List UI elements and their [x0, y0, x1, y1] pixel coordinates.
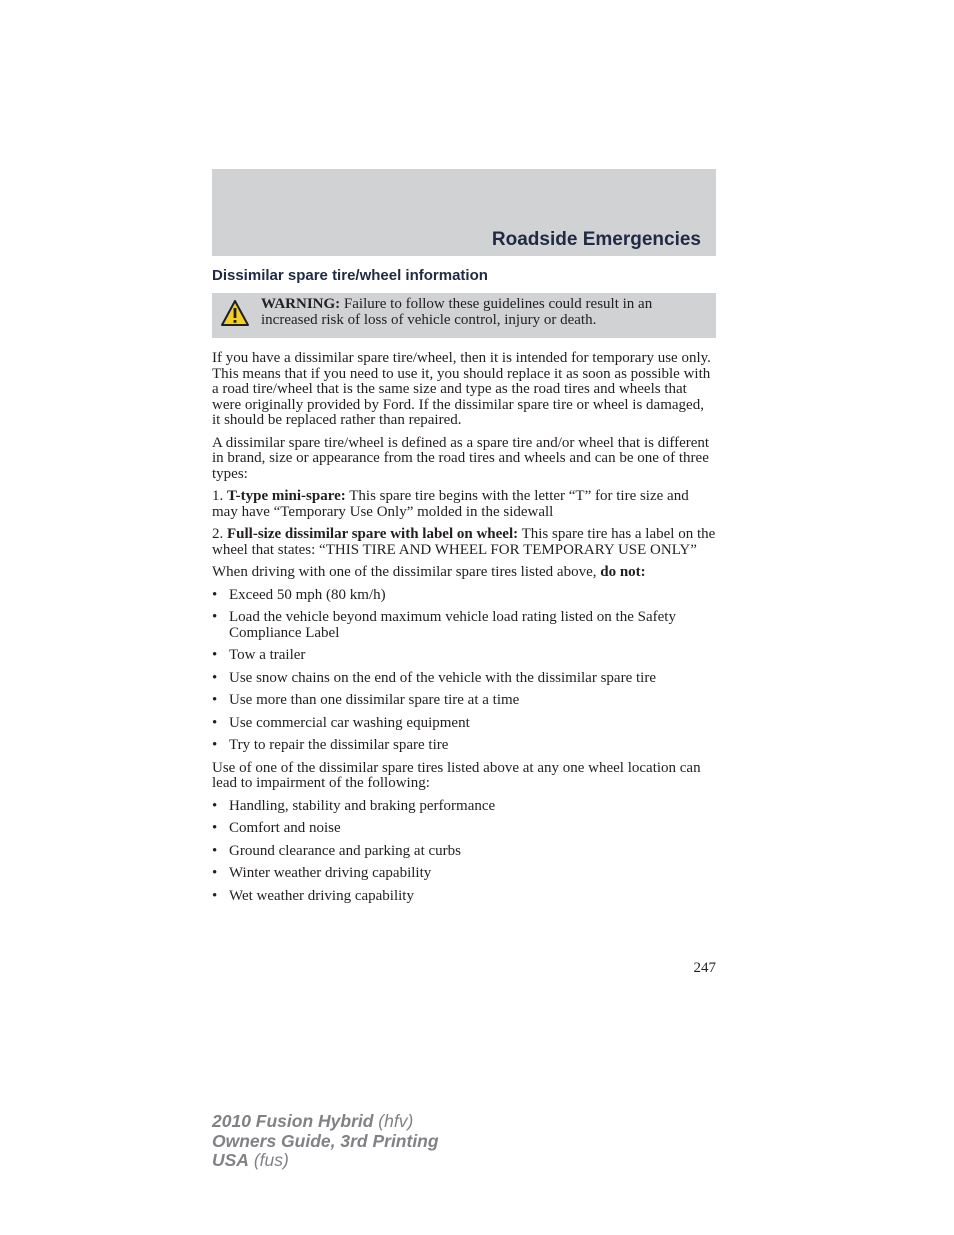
list-item: • Use more than one dissimilar spare tire at a time: [212, 693, 716, 709]
warning-text: [261, 296, 706, 328]
do-not-list: [212, 588, 716, 754]
spare-type-1-number: 1.: [212, 488, 227, 504]
footer-line-2: [212, 1132, 439, 1152]
list-item: • Try to repair the dissimilar spare tire: [212, 738, 716, 754]
footer-line-3: [212, 1151, 439, 1171]
footer-edition: Owners Guide, 3rd Printing: [212, 1130, 439, 1151]
list-item: • Ground clearance and parking at curbs: [212, 844, 716, 860]
list-item: • Tow a trailer: [212, 648, 716, 664]
spare-type-2-number: 2.: [212, 526, 227, 542]
list-item: • Use commercial car washing equipment: [212, 716, 716, 732]
document-footer: [212, 1112, 439, 1171]
spare-type-1-label: T-type mini-spare:: [227, 488, 346, 504]
warning-label: WARNING:: [261, 296, 341, 312]
list-item: • Handling, stability and braking performance: [212, 799, 716, 815]
footer-model-code: (hfv): [373, 1111, 414, 1131]
impairment-intro: Use of one of the dissimilar spare tires listed above at any one wheel location can lead to impairment of the following:: [212, 759, 701, 791]
do-not-label: do not:: [600, 564, 646, 580]
footer-line-1: [212, 1112, 439, 1132]
list-item: • Wet weather driving capability: [212, 889, 716, 905]
footer-market-code: (fus): [248, 1150, 289, 1170]
list-item: • Exceed 50 mph (80 km/h): [212, 588, 716, 604]
paragraph-definition: A dissimilar spare tire/wheel is defined as a spare tire and/or wheel that is different in brand, size or appearance from the road tires and wheels and can be one of three types:: [212, 434, 710, 482]
impairment-list: [212, 799, 716, 905]
page-content: [212, 351, 716, 911]
footer-market: USA: [212, 1150, 249, 1170]
list-item: • Winter weather driving capability: [212, 866, 716, 882]
driving-intro: [212, 565, 716, 581]
spare-type-1: [212, 489, 716, 520]
list-item: • Comfort and noise: [212, 821, 716, 837]
warning-box: [212, 293, 716, 338]
footer-model: 2010 Fusion Hybrid: [212, 1111, 374, 1131]
spare-type-2-label: Full-size dissimilar spare with label on wheel:: [227, 526, 519, 542]
spare-type-2: [212, 527, 716, 558]
spare-type-1-text: This spare tire begins with the letter “T” for tire size and may have “Temporary Use Only” molded in the sidewall: [212, 488, 689, 520]
list-item: • Load the vehicle beyond maximum vehicle load rating listed on the Safety Compliance Label: [212, 610, 716, 641]
subsection-heading: Dissimilar spare tire/wheel information: [212, 267, 488, 284]
warning-message: Failure to follow these guidelines could result in an increased risk of loss of vehicle control, injury or death.: [261, 296, 653, 328]
page-number: 247: [693, 960, 716, 976]
section-header-band: [212, 169, 716, 256]
warning-triangle-icon: [220, 299, 250, 327]
section-title: Roadside Emergencies: [491, 229, 701, 250]
spare-type-2-text: This spare tire has a label on the wheel that states: “THIS TIRE AND WHEEL FOR TEMPORARY USE ONLY”: [212, 526, 716, 558]
list-item: • Use snow chains on the end of the vehicle with the dissimilar spare tire: [212, 671, 716, 687]
driving-intro-text: When driving with one of the dissimilar spare tires listed above,: [212, 564, 601, 580]
paragraph-intro: If you have a dissimilar spare tire/wheel, then it is intended for temporary use only. This means that if you need to use it, you should replace it as soon as possible with a road tire/wheel that is the same size and type as the road tires and wheels that were originally provided by Ford. If the dissimilar spare tire or wheel is damaged, it should be replaced rather than repaired.: [212, 350, 711, 428]
